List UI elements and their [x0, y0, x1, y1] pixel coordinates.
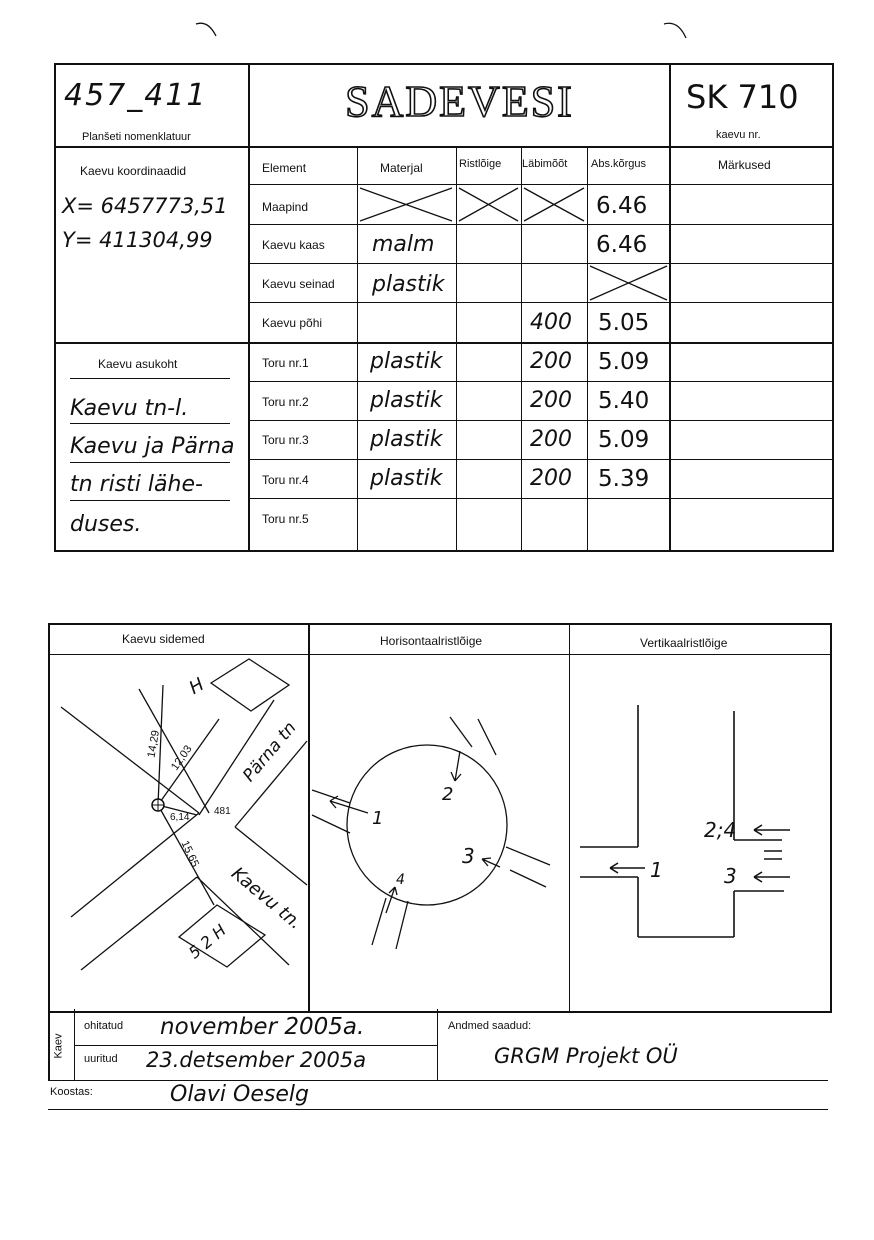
tie-dist-3: 6,14 — [170, 812, 190, 823]
vertical-section — [570, 655, 829, 1008]
coordinate-x: X= 6457773,51 — [62, 194, 228, 218]
row-elevation-6: 5.09 — [598, 427, 650, 453]
plansheet-number: 457_411 — [64, 78, 208, 113]
inspected-value: november 2005a. — [160, 1014, 365, 1040]
row-element-1: Kaevu kaas — [262, 238, 325, 252]
row-elevation-1: 6.46 — [596, 232, 648, 258]
author-label: Koostas: — [50, 1086, 93, 1098]
header-element: Element — [262, 161, 307, 175]
surveyed-value: 23.detsember 2005a — [146, 1048, 367, 1072]
page-title: SADEVESI — [345, 77, 574, 126]
row-diameter-3: 400 — [530, 310, 572, 335]
horizontal-title: Horisontaalristlõige — [380, 634, 483, 648]
tie-dist-1: 14,29 — [145, 729, 163, 759]
surveyed-label: uuritud — [84, 1053, 118, 1065]
row-material-4: plastik — [370, 349, 443, 374]
coordinates-label: Kaevu koordinaadid — [80, 164, 187, 178]
row-material-7: plastik — [370, 466, 443, 491]
row-diameter-7: 200 — [530, 466, 572, 491]
tie-dist-4: 15,65 — [178, 838, 202, 870]
well-number: SK 710 — [686, 78, 799, 116]
row-material-1: malm — [372, 232, 435, 257]
horizontal-section — [310, 655, 569, 1008]
location-line-1: Kaevu tn-l. — [70, 396, 189, 421]
header-material: Materjal — [380, 161, 423, 175]
tie-dist-2: 12,03 — [168, 743, 195, 773]
row-element-8: Toru nr.5 — [262, 512, 309, 526]
horizontal-label-1: 1 — [372, 808, 384, 829]
row-element-0: Maapind — [262, 200, 309, 214]
crossed-cells — [0, 0, 874, 600]
plansheet-label: Planšeti nomenklatuur — [82, 131, 191, 143]
row-material-5: plastik — [370, 388, 443, 413]
row-element-2: Kaevu seinad — [262, 277, 335, 291]
street-parna: Pärna tn — [239, 718, 301, 786]
row-elevation-0: 6.46 — [596, 193, 648, 219]
row-element-4: Toru nr.1 — [262, 356, 309, 370]
vertical-title: Vertikaalristlõige — [640, 636, 728, 650]
header-elevation: Abs.kõrgus — [591, 158, 647, 170]
vertical-label-1: 1 — [650, 858, 663, 882]
row-element-3: Kaevu põhi — [262, 316, 323, 330]
row-elevation-7: 5.39 — [598, 466, 650, 492]
ties-title: Kaevu sidemed — [122, 632, 205, 646]
location-line-2: Kaevu ja Pärna — [70, 434, 235, 459]
location-line-4: duses. — [70, 512, 142, 537]
tie-corner: 481 — [214, 806, 231, 817]
row-material-6: plastik — [370, 427, 443, 452]
street-kaevu: Kaevu tn. — [227, 863, 307, 934]
row-element-7: Toru nr.4 — [262, 473, 309, 487]
header-notes: Märkused — [718, 158, 771, 172]
binder-marks — [0, 0, 874, 60]
location-line-3: tn risti lähe- — [70, 472, 203, 497]
row-element-6: Toru nr.3 — [262, 433, 309, 447]
inspected-label: ohitatud — [84, 1020, 124, 1032]
row-diameter-4: 200 — [530, 349, 572, 374]
row-elevation-4: 5.09 — [598, 349, 650, 375]
header-cross-section: Ristlõige — [459, 158, 502, 170]
header-diameter: Läbimõõt — [522, 158, 568, 170]
row-elevation-5: 5.40 — [598, 388, 650, 414]
row-material-2: plastik — [372, 272, 445, 297]
tie-building-h: H — [185, 674, 208, 699]
location-label: Kaevu asukoht — [98, 357, 178, 371]
horizontal-label-3: 3 — [462, 844, 475, 868]
row-diameter-6: 200 — [530, 427, 572, 452]
vertical-label-3: 3 — [724, 864, 737, 888]
data-provider-value: GRGM Projekt OÜ — [494, 1044, 678, 1068]
row-diameter-5: 200 — [530, 388, 572, 413]
row-element-5: Toru nr.2 — [262, 395, 309, 409]
ties-sketch — [49, 655, 308, 1008]
author-value: Olavi Oeselg — [170, 1082, 309, 1107]
horizontal-label-2: 2 — [442, 784, 454, 805]
horizontal-label-4: 4 — [396, 872, 405, 888]
footer-side-label: Kaev — [52, 1033, 65, 1059]
vertical-label-24: 2;4 — [704, 818, 737, 842]
coordinate-y: Y= 411304,99 — [62, 228, 213, 252]
row-elevation-3: 5.05 — [598, 310, 650, 336]
well-number-label: kaevu nr. — [716, 129, 761, 141]
tie-building-52h: 5 2 H — [184, 920, 230, 963]
data-provider-label: Andmed saadud: — [448, 1020, 532, 1032]
